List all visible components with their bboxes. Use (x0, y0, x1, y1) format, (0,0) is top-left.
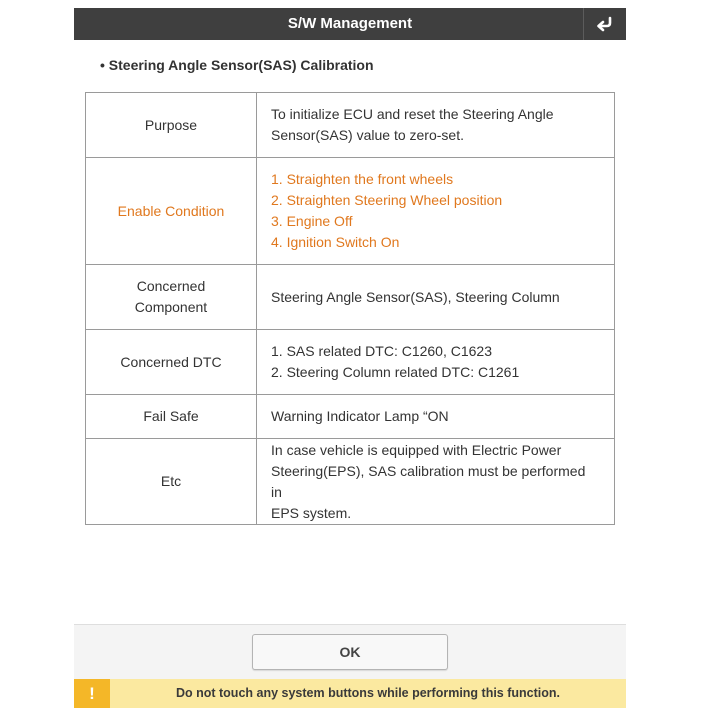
row-value-concerned-dtc (257, 330, 615, 395)
text-line: 1. SAS related DTC: C1260, C1623 (271, 343, 493, 359)
row-label-enable-condition: Enable Condition (86, 158, 257, 265)
text-line: Concerned (136, 278, 206, 294)
row-label-purpose: Purpose (86, 93, 257, 158)
table-row (86, 158, 615, 265)
table-row (86, 93, 615, 158)
text-line: Component (134, 299, 208, 315)
row-label-etc: Etc (86, 439, 257, 525)
calibration-info-table (85, 92, 615, 525)
back-button[interactable] (583, 8, 626, 40)
row-value-fail-safe (257, 395, 615, 439)
table-row (86, 330, 615, 395)
text-line: To initialize ECU and reset the Steering Angle (271, 106, 554, 122)
text-line: 3. Engine Off (271, 213, 353, 229)
table-row (86, 265, 615, 330)
text-line: Warning Indicator Lamp “ON (271, 408, 449, 424)
row-value-concerned-component (257, 265, 615, 330)
text-line: In case vehicle is equipped with Electric Power (271, 441, 562, 458)
row-label-concerned-component (86, 265, 257, 330)
text-line: 2. Straighten Steering Wheel position (271, 192, 503, 208)
text-line: 2. Steering Column related DTC: C1261 (271, 364, 520, 380)
row-label-concerned-dtc: Concerned DTC (86, 330, 257, 395)
row-value-purpose (257, 93, 615, 158)
return-arrow-icon (596, 16, 614, 32)
table-row (86, 395, 615, 439)
text-line: Sensor(SAS) value to zero-set. (271, 127, 464, 143)
sw-management-dialog (74, 8, 626, 710)
row-label-fail-safe: Fail Safe (86, 395, 257, 439)
warning-icon: ! (74, 679, 110, 708)
row-value-enable-condition (257, 158, 615, 265)
warning-text: Do not touch any system buttons while performing this function. (175, 686, 561, 700)
page-title: S/W Management (287, 15, 413, 32)
table-row (86, 439, 615, 525)
ok-button[interactable]: OK (252, 634, 448, 670)
warning-banner (74, 679, 626, 708)
text-line: 4. Ignition Switch On (271, 234, 400, 250)
title-bar (74, 8, 626, 40)
section-heading: • Steering Angle Sensor(SAS) Calibration (100, 57, 374, 73)
text-line: Steering(EPS), SAS calibration must be performed in (271, 462, 586, 500)
row-value-etc (257, 439, 615, 525)
text-line: 1. Straighten the front wheels (271, 171, 454, 187)
dialog-footer (74, 624, 626, 679)
text-line: EPS system. (271, 504, 352, 521)
text-line: Steering Angle Sensor(SAS), Steering Column (271, 288, 560, 305)
